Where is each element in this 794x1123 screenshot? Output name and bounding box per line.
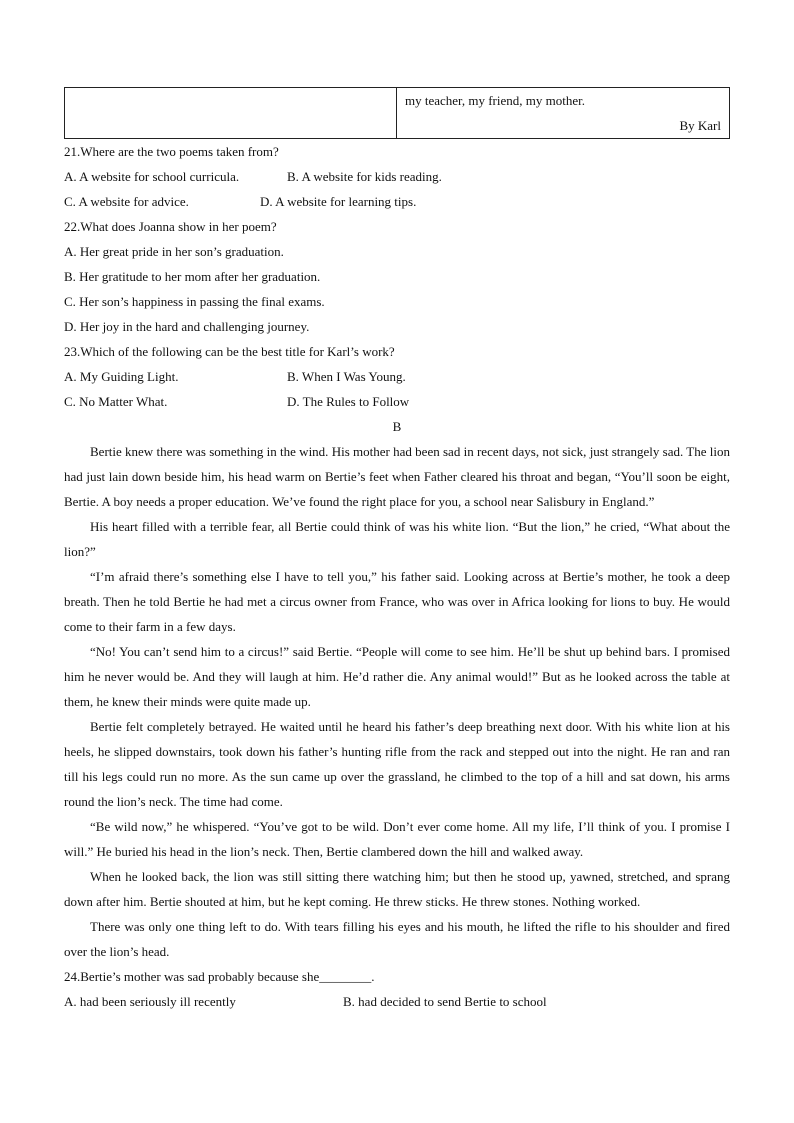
question-stem: 24.Bertie’s mother was sad probably because she________.: [64, 969, 375, 984]
passage-paragraph: Bertie knew there was something in the wind. His mother had been sad in recent days, not sick, just strangely sad. The lion had just lain down beside him, his head warm on Bertie’s feet when Father cleared his throat and began, “You’ll soon be eight, Bertie. A boy needs a proper education. We’ve found the right place for you, a school near Salisbury in England.”: [64, 444, 730, 509]
passage-paragraph: When he looked back, the lion was still sitting there watching him; but then he stood up, yawned, stretched, and sprang down after him. Bertie shouted at him, but he kept coming. He threw sticks. He threw stones. Nothing worked.: [64, 869, 730, 909]
passage-paragraph: “I’m afraid there’s something else I have to tell you,” his father said. Looking across at Bertie’s mother, he took a deep breath. Then he told Bertie he had met a circus owner from France, who was over in Africa looking for lions to buy. He would come to their farm in a few days.: [64, 569, 730, 634]
option-a: A. had been seriously ill recently: [64, 994, 236, 1009]
poem-cell-left: [65, 88, 397, 139]
option-a: A. A website for school curricula.: [64, 169, 240, 184]
passage-paragraph: His heart filled with a terrible fear, all Bertie could think of was his white lion. “But the lion,” he cried, “What about the lion?”: [64, 519, 730, 559]
question-stem: 22.What does Joanna show in her poem?: [64, 219, 277, 234]
option-c: C. No Matter What.: [64, 394, 168, 409]
option-b: B. A website for kids reading.: [287, 169, 442, 184]
question-21: [64, 139, 730, 214]
option-b: B. had decided to send Bertie to school: [343, 994, 547, 1009]
option-a: A. My Guiding Light.: [64, 369, 179, 384]
reading-passage: [64, 439, 730, 964]
option-d: D. A website for learning tips.: [260, 194, 417, 209]
passage-paragraph: “No! You can’t send him to a circus!” said Bertie. “People will come to see him. He’ll be shut up behind bars. I promised him he never would be. And they will laugh at him. He’d rather die. Any animal would!” But as he looked across the table at them, he knew their minds were quite made up.: [64, 644, 730, 709]
option-b: B. When I Was Young.: [287, 369, 406, 384]
option-d: D. The Rules to Follow: [287, 394, 410, 409]
passage-paragraph: Bertie felt completely betrayed. He waited until he heard his father’s deep breathing next door. With his white lion at his heels, he slipped downstairs, took down his father’s hunting rifle from the rack and stepped out into the night. He ran and ran till his legs could run no more. As the sun came up over the grassland, he climbed to the top of a hill and sat down, his arms round the lion’s neck. The time had come.: [64, 719, 730, 809]
question-stem: 23.Which of the following can be the best title for Karl’s work?: [64, 344, 395, 359]
question-22: [64, 214, 730, 339]
poem-table: [64, 87, 730, 139]
option-c: C. A website for advice.: [64, 194, 189, 209]
section-label: B: [392, 419, 402, 434]
poem-signature: By Karl: [679, 118, 721, 133]
question-24: [64, 964, 730, 1014]
option-c: C. Her son’s happiness in passing the final exams.: [64, 294, 325, 309]
question-stem: 21.Where are the two poems taken from?: [64, 144, 279, 159]
poem-cell-right: [397, 88, 730, 139]
passage-paragraph: “Be wild now,” he whispered. “You’ve got to be wild. Don’t ever come home. All my life, I’ll think of you. I promise I will.” He buried his head in the lion’s neck. Then, Bertie clambered down the hill and walked away.: [64, 819, 730, 859]
question-23: [64, 339, 730, 414]
option-b: B. Her gratitude to her mom after her graduation.: [64, 269, 321, 284]
option-a: A. Her great pride in her son’s graduation.: [64, 244, 284, 259]
passage-paragraph: There was only one thing left to do. With tears filling his eyes and his mouth, he lifted the rifle to his shoulder and fired over the lion’s head.: [64, 919, 730, 959]
option-d: D. Her joy in the hard and challenging journey.: [64, 319, 310, 334]
exam-page: [64, 87, 730, 1014]
poem-line: my teacher, my friend, my mother.: [405, 93, 585, 108]
